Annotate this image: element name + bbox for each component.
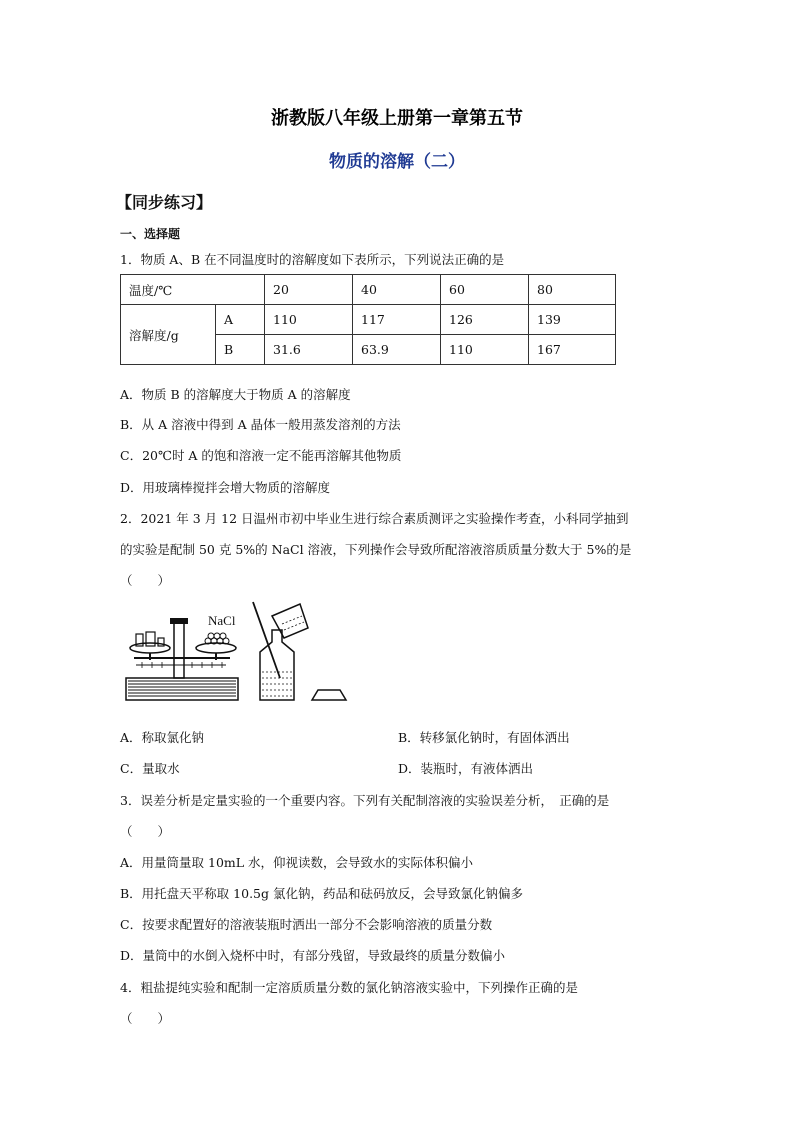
q2-option-a: A．称取氯化钠 (120, 730, 205, 745)
table-cell: 63.9 (353, 335, 441, 365)
q4-paren: （ ） (120, 1011, 171, 1026)
q3-stem: 3．误差分析是定量实验的一个重要内容。下列有关配制溶液的实验误差分析， 正确的是 (120, 793, 610, 808)
document-title: 浙教版八年级上册第一章第五节 (271, 108, 523, 129)
q1-option-c: C．20℃时 A 的饱和溶液一定不能再溶解其他物质 (120, 448, 402, 463)
weight (146, 632, 155, 646)
subsection-heading: 一、选择题 (120, 227, 181, 241)
bottle-stopper (312, 690, 346, 700)
table-header-solubility: 溶解度/g (121, 305, 216, 365)
q3-option-a: A．用量筒量取 10mL 水，仰视读数，会导致水的实际体积偏小 (120, 855, 474, 870)
q3-option-b: B．用托盘天平称取 10.5g 氯化钠，药品和砝码放反，会导致氯化钠偏多 (120, 886, 523, 901)
q2-option-b: B．转移氯化钠时，有固体洒出 (398, 730, 570, 745)
table-cell: 110 (441, 335, 529, 365)
glass-rod (253, 602, 280, 678)
q2-stem-line2: 的实验是配制 50 克 5%的 NaCl 溶液，下列操作会导致所配溶液溶质质量分数大于 5%的是 (120, 542, 632, 557)
right-pan (196, 643, 236, 653)
table-cell: 167 (529, 335, 616, 365)
table-row (121, 275, 616, 305)
table-cell: 117 (353, 305, 441, 335)
table-cell: 126 (441, 305, 529, 335)
table-cell: 60 (441, 275, 529, 305)
table-cell: A (216, 305, 265, 335)
q3-paren: （ ） (120, 824, 171, 839)
table-cell: 20 (265, 275, 353, 305)
q1-option-b: B．从 A 溶液中得到 A 晶体一般用蒸发溶剂的方法 (120, 417, 401, 432)
q2-option-c: C．量取水 (120, 761, 180, 776)
q3-option-c: C．按要求配置好的溶液装瓶时洒出一部分不会影响溶液的质量分数 (120, 917, 493, 932)
q1-stem: 1．物质 A、B 在不同温度时的溶解度如下表所示，下列说法正确的是 (120, 252, 505, 267)
table-cell: 139 (529, 305, 616, 335)
section-heading: 【同步练习】 (116, 193, 213, 212)
table-cell: 40 (353, 275, 441, 305)
nacl-label: NaCl (208, 613, 236, 628)
lab-operations-figure (122, 600, 362, 710)
table-cell: 31.6 (265, 335, 353, 365)
table-cell: 110 (265, 305, 353, 335)
q1-option-a: A．物质 B 的溶解度大于物质 A 的溶解度 (120, 387, 351, 402)
solubility-table (120, 274, 616, 365)
table-cell: 80 (529, 275, 616, 305)
q2-stem-line1: 2．2021 年 3 月 12 日温州市初中毕业生进行综合素质测评之实验操作考查，小科同学抽到 (120, 511, 629, 526)
q3-option-d: D．量筒中的水倒入烧杯中时，有部分残留，导致最终的质量分数偏小 (120, 948, 506, 963)
document-subtitle: 物质的溶解（二） (329, 152, 465, 172)
q1-option-d: D．用玻璃棒搅拌会增大物质的溶解度 (120, 480, 331, 495)
q4-stem: 4．粗盐提纯实验和配制一定溶质质量分数的氯化钠溶液实验中，下列操作正确的是 (120, 980, 578, 995)
q2-paren: （ ） (120, 573, 171, 588)
balance-pillar (174, 620, 184, 678)
table-header-temp: 温度/℃ (121, 275, 265, 305)
table-row (121, 305, 616, 335)
reagent-bottle (260, 630, 294, 700)
table-cell: B (216, 335, 265, 365)
q2-option-d: D．装瓶时，有液体洒出 (398, 761, 534, 776)
